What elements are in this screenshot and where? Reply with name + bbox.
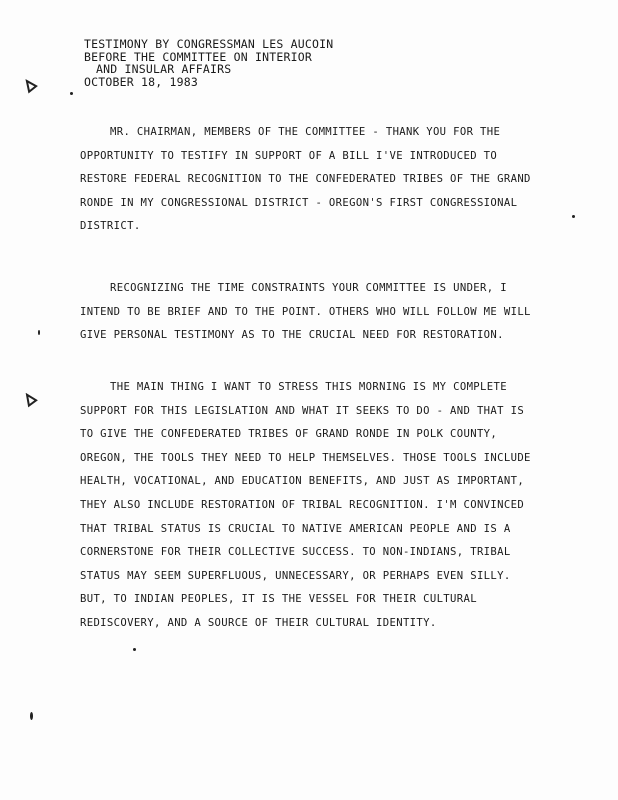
- margin-ink-dot: [38, 330, 40, 335]
- paragraph-line: SUPPORT FOR THIS LEGISLATION AND WHAT IT SEEKS TO DO - AND THAT IS: [80, 404, 525, 417]
- paragraph-line: INTEND TO BE BRIEF AND TO THE POINT. OTHERS WHO WILL FOLLOW ME WILL: [80, 305, 531, 318]
- margin-ink-dot: [70, 92, 73, 95]
- paragraph-line: BUT, TO INDIAN PEOPLES, IT IS THE VESSEL FOR THEIR CULTURAL: [80, 593, 477, 606]
- margin-ink-dot: [133, 648, 136, 651]
- paragraph-line: THAT TRIBAL STATUS IS CRUCIAL TO NATIVE AMERICAN PEOPLE AND IS A: [80, 522, 511, 535]
- paragraph-line: RESTORE FEDERAL RECOGNITION TO THE CONFEDERATED TRIBES OF THE GRAND: [80, 173, 531, 186]
- paragraph-line: REDISCOVERY, AND A SOURCE OF THEIR CULTURAL IDENTITY.: [80, 616, 437, 629]
- paragraph-line: GIVE PERSONAL TESTIMONY AS TO THE CRUCIAL NEED FOR RESTORATION.: [80, 329, 504, 342]
- margin-ink-dot: [30, 712, 33, 720]
- paragraph-line: TO GIVE THE CONFEDERATED TRIBES OF GRAND RONDE IN POLK COUNTY,: [80, 428, 498, 441]
- paragraph-line: DISTRICT.: [80, 220, 141, 233]
- paragraph-line: RECOGNIZING THE TIME CONSTRAINTS YOUR COMMITTEE IS UNDER, I: [110, 282, 507, 294]
- heading-date: OCTOBER 18, 1983: [84, 74, 198, 89]
- heading-committee-cont: AND INSULAR AFFAIRS: [96, 62, 232, 76]
- margin-ink-dot: [572, 215, 575, 218]
- heading-title: TESTIMONY BY CONGRESSMAN LES AUCOIN: [84, 37, 334, 51]
- heading-committee: BEFORE THE COMMITTEE ON INTERIOR: [84, 49, 312, 64]
- paragraph-line: OREGON, THE TOOLS THEY NEED TO HELP THEMSELVES. THOSE TOOLS INCLUDE: [80, 451, 531, 464]
- paragraph-3: [80, 376, 580, 636]
- paragraph-1: [80, 121, 580, 239]
- paragraph-line: STATUS MAY SEEM SUPERFLUOUS, UNNECESSARY, OR PERHAPS EVEN SILLY.: [80, 569, 511, 582]
- paragraph-2: [80, 277, 580, 348]
- margin-ink-mark: [23, 77, 42, 96]
- paragraph-line: THE MAIN THING I WANT TO STRESS THIS MORNING IS MY COMPLETE: [110, 381, 507, 393]
- paragraph-line: THEY ALSO INCLUDE RESTORATION OF TRIBAL RECOGNITION. I'M CONVINCED: [80, 498, 525, 511]
- paragraph-line: OPPORTUNITY TO TESTIFY IN SUPPORT OF A BILL I'VE INTRODUCED TO: [80, 149, 498, 162]
- paragraph-line: HEALTH, VOCATIONAL, AND EDUCATION BENEFITS, AND JUST AS IMPORTANT,: [80, 475, 525, 488]
- paragraph-line: MR. CHAIRMAN, MEMBERS OF THE COMMITTEE - THANK YOU FOR THE: [110, 126, 501, 138]
- margin-ink-mark: [23, 391, 42, 410]
- testimony-heading: [84, 38, 333, 88]
- paragraph-line: RONDE IN MY CONGRESSIONAL DISTRICT - OREGON'S FIRST CONGRESSIONAL: [80, 196, 518, 209]
- paragraph-line: CORNERSTONE FOR THEIR COLLECTIVE SUCCESS. TO NON-INDIANS, TRIBAL: [80, 546, 511, 559]
